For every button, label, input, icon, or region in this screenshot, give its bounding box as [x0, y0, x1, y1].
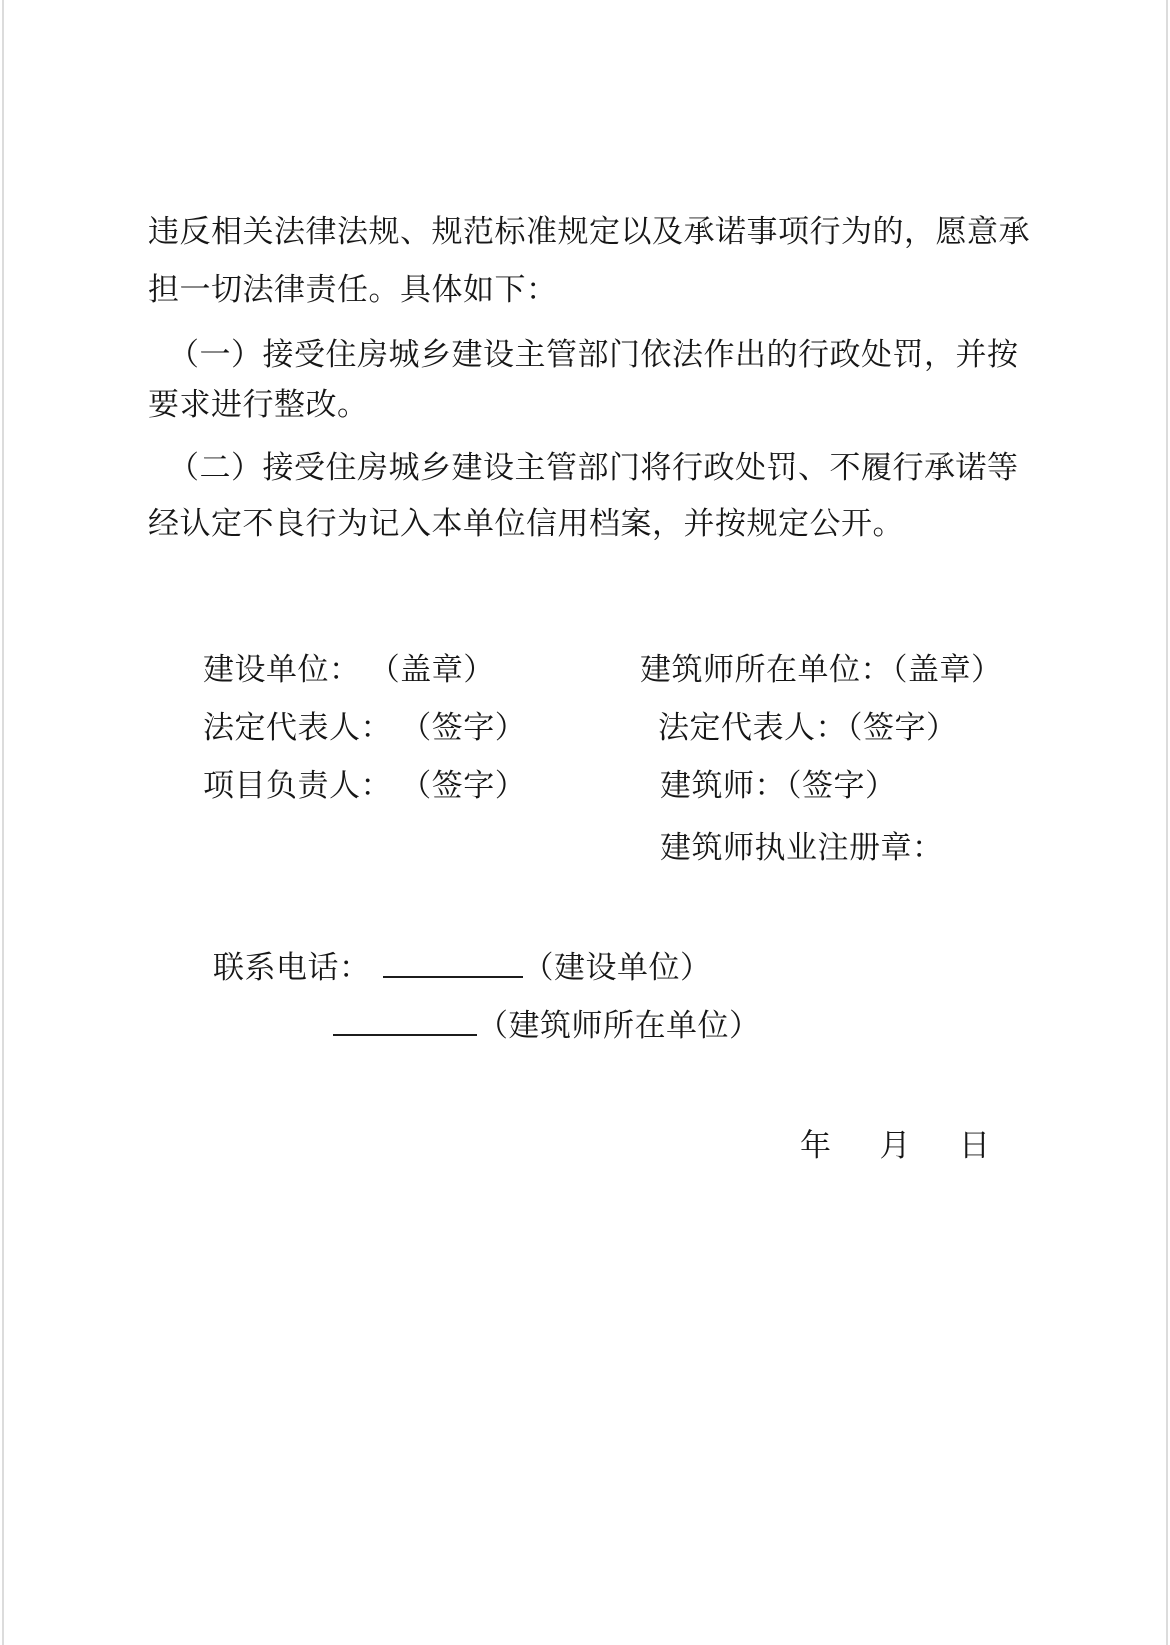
- project-leader-label: 项目负责人： （签字）: [203, 768, 527, 803]
- body-line-1: 违反相关法律法规、规范标准规定以及承诺事项行为的，愿意承: [148, 214, 1030, 249]
- body-line-5: （二）接受住房城乡建设主管部门将行政处罚、不履行承诺等: [168, 450, 1019, 485]
- body-line-6: 经认定不良行为记入本单位信用档案，并按规定公开。: [148, 506, 904, 541]
- construction-unit-seal-label: 建设单位： （盖章）: [203, 652, 495, 687]
- architect-sign-label: 建筑师：（签字）: [660, 768, 897, 803]
- phone-unit2-label: （建筑师所在单位）: [477, 1008, 761, 1043]
- body-line-4: 要求进行整改。: [148, 387, 369, 422]
- date-day-label: 日: [959, 1128, 991, 1163]
- phone-row-1: [213, 948, 712, 988]
- phone-blank-line-1: [383, 976, 523, 978]
- page-edge-left: [2, 0, 4, 1645]
- architect-unit-seal-label: 建筑师所在单位：（盖章）: [640, 652, 1003, 687]
- legal-rep-left-label: 法定代表人： （签字）: [203, 710, 527, 745]
- date-month-label: 月: [879, 1128, 911, 1163]
- phone-unit1-label: （建设单位）: [522, 950, 712, 985]
- body-line-2: 担一切法律责任。具体如下：: [148, 272, 558, 307]
- phone-label: 联系电话：: [213, 950, 371, 985]
- phone-blank-line-2: [333, 1034, 477, 1036]
- page-edge-right: [1166, 0, 1168, 1645]
- legal-rep-right-label: 法定代表人：（签字）: [658, 710, 958, 745]
- phone-row-2: [333, 1006, 761, 1046]
- registration-seal-label: 建筑师执业注册章：: [660, 830, 944, 865]
- body-line-3: （一）接受住房城乡建设主管部门依法作出的行政处罚，并按: [168, 337, 1019, 372]
- date-line: [800, 1126, 991, 1166]
- date-year-label: 年: [800, 1128, 832, 1163]
